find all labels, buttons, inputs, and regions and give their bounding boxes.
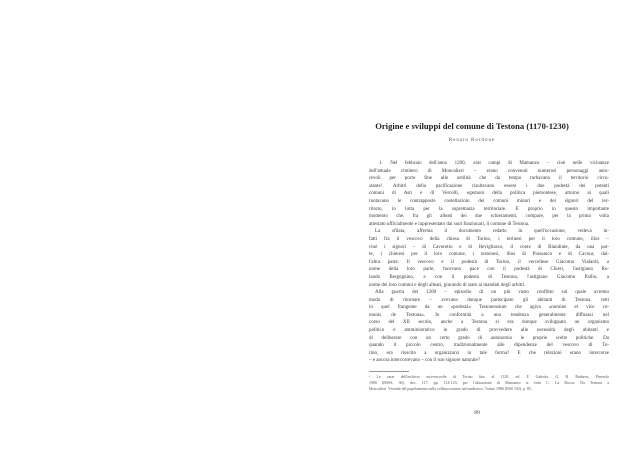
text-line: lando Bergognino, e con il podestà di Testona, l'astigiano Giacomo Pallio, a (369, 274, 609, 280)
footnote-separator (369, 371, 409, 372)
author-name: Renato Bordone (448, 137, 496, 143)
text-line: te, i chieresi per il loro comune, i testonesi, illos di Piossasco e di Cavour, dal- (369, 252, 609, 258)
text-line: dell'attuale cimitero di Moncalieri – erano convenuti numerosi personaggi auto- (369, 168, 609, 174)
footnote-line: ¹ Le carte dell'archivio arcivescovile di Torino fino al 1310, ed. F. Gabotto, G. B. Barberis, Pinerolo (369, 375, 609, 379)
text-line: in quel frangente da un «podestà» Testonensium che agiva «nomine et vice co- (369, 305, 609, 311)
footnote-line: Moncalieri. Vicende del popolamento sulla collina torinese nel medioevo, Torino 1986 (BSS 192), p. 85. (369, 387, 532, 392)
chapter-title: Origine e sviluppi del comune di Testona (1170-1230) (375, 121, 569, 131)
text-line: nome dei loro comuni e degli alleati, giurando di stare ai mandati degli arbitri. (369, 282, 526, 288)
text-line: fatti fra il vescovo della chiesa di Torino, i torinesi per il loro comune, illos – (369, 236, 609, 242)
text-line: quando il piccolo centro, tradizionalmente alle dipendenze del vescovo di To- (369, 343, 609, 349)
body-text (369, 160, 609, 365)
text-line: momento che, fra gli alleati dei due schieramenti, compare, per la prima volta (369, 214, 609, 220)
text-line: corso del XII secolo, anche a Testona si era dunque sviluppato un organismo (369, 320, 609, 326)
footnote (369, 374, 609, 393)
footnote-line: 1906 (BSSS, 36), doc. 117, pp. 114-123; per l'ubicazione di Mamanzo si veda C. La Rocca, Da Testona a (369, 381, 609, 386)
page-number: 89 (474, 410, 480, 416)
text-line: ritorio, in lotta per la supremazia territoriale. È proprio in questo importante (369, 206, 609, 212)
text-line: stante¹. Arbitri della pacificazione risultavano essere i due podestà dei potenti (369, 183, 609, 189)
text-line: modo di ritornare – avevano dunque partecipato gli abitanti di Testona, retti (369, 297, 609, 303)
text-line: munis de Testona». In conformità a una tendenza generalmente diffusasi nel (369, 312, 609, 318)
text-line: cioè i signori – di Cavoretto e di Revigliasco, il conte di Biandrate, da una par- (369, 244, 609, 250)
text-line: Alla guerra del 1200 – episodio di un più vasto conflitto sul quale avremo (375, 290, 609, 296)
text-line: La sfilata, afferma il documento redatto in quell'occasione, vedeva in- (375, 229, 609, 235)
text-line: rino, era riuscito a organizzarsi in tale forma? E che relazioni erano intercorse (369, 350, 609, 356)
text-line: 1. Nel febbraio dell'anno 1200, erat campi di Mamanzo – cioè nelle vicinanze (379, 161, 609, 166)
text-line: comuni di Asti e di Vercelli, egemoni della politica piemontese, attorno ai quali (369, 191, 609, 197)
text-line: nome della loro parte, facevano pace con il podestà di Chieri, l'astigiano Ro- (369, 267, 609, 273)
text-line: di deliberare con un certo grado di autonomia le proprie scelte politiche. Da (369, 335, 609, 341)
text-line: revoli per porre fine alle ostilità che da tempo turbavano il territorio circo- (369, 176, 609, 182)
text-line: attestato ufficialmente e rappresentato dai suoi funzionari, il comune di Testona. (369, 221, 530, 227)
text-line: politico e amministrativo in grado di provvedere alle necessità degli abitanti e (369, 328, 609, 334)
text-line: ruotavano le contrapposte costellazioni dei comuni minori e dei signori del ter- (369, 198, 609, 204)
text-line: l'altra parte. Il vescovo e il podestà di Torino, il vercellese Giacomo Vialardi, a (369, 259, 609, 265)
text-line: – e ancora intercorrevano – con il suo signore naturale? (369, 358, 480, 364)
